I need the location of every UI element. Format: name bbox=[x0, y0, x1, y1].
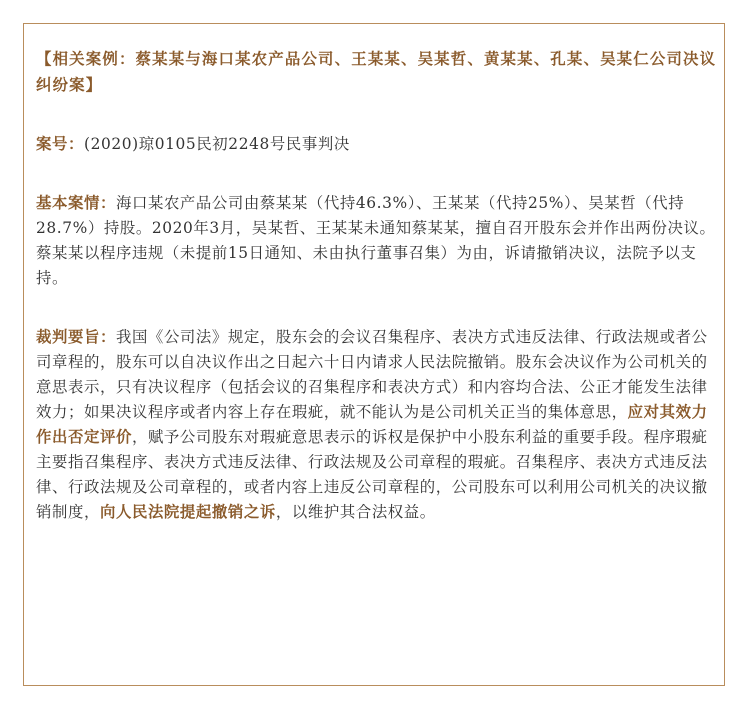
case-title: 【相关案例：蔡某某与海口某农产品公司、王某某、吴某哲、黄某某、孔某、吴某仁公司决议纠纷案】 bbox=[36, 50, 717, 94]
ruling-summary bbox=[36, 325, 718, 525]
ruling-text-1: 我国《公司法》规定，股东会的会议召集程序、表决方式违反法律、行政法规或者公司章程的，股东可以自决议作出之日起六十日内请求人民法院撤销。股东会决议作为公司机关的意思表示，只有决议程序（包括会议的召集程序和表决方式）和内容均合法、公正才能发生法律效力；如果决议程序或者内容上存在瑕疵，就不能认为是公司机关正当的集体意思， bbox=[36, 328, 708, 421]
basic-facts-text: 海口某农产品公司由蔡某某（代持46.3%）、王某某（代持25%）、吴某哲（代持28.7%）持股。2020年3月，吴某哲、王某某未通知蔡某某，擅自召开股东会并作出两份决议。蔡某某以程序违规（未提前15日通知、未由执行董事召集）为由，诉请撤销决议，法院予以支持。 bbox=[36, 194, 716, 287]
ruling-text-2: ，赋予公司股东对瑕疵意思表示的诉权是保护中小股东利益的重要手段。程序瑕疵主要指召集程序、表决方式违反法律、行政法规及公司章程的瑕疵。召集程序、表决方式违反法律、行政法规及公司章程的，或者内容上违反公司章程的，公司股东可以利用公司机关的决议撤销制度， bbox=[36, 428, 708, 521]
case-number-label: 案号： bbox=[36, 135, 84, 153]
ruling-highlight-2: 向人民法院提起撤销之诉 bbox=[99, 503, 276, 521]
case-number bbox=[36, 132, 718, 157]
case-number-value: (2020)琼0105民初2248号民事判决 bbox=[83, 135, 350, 153]
ruling-highlight-1: 应对其效力作出否定评价 bbox=[36, 403, 708, 446]
ruling-label: 裁判要旨： bbox=[36, 328, 116, 346]
case-document bbox=[36, 46, 718, 525]
ruling-text-3: ，以维护其合法权益。 bbox=[275, 503, 436, 521]
basic-facts bbox=[36, 191, 718, 291]
basic-facts-label: 基本案情： bbox=[36, 194, 116, 212]
